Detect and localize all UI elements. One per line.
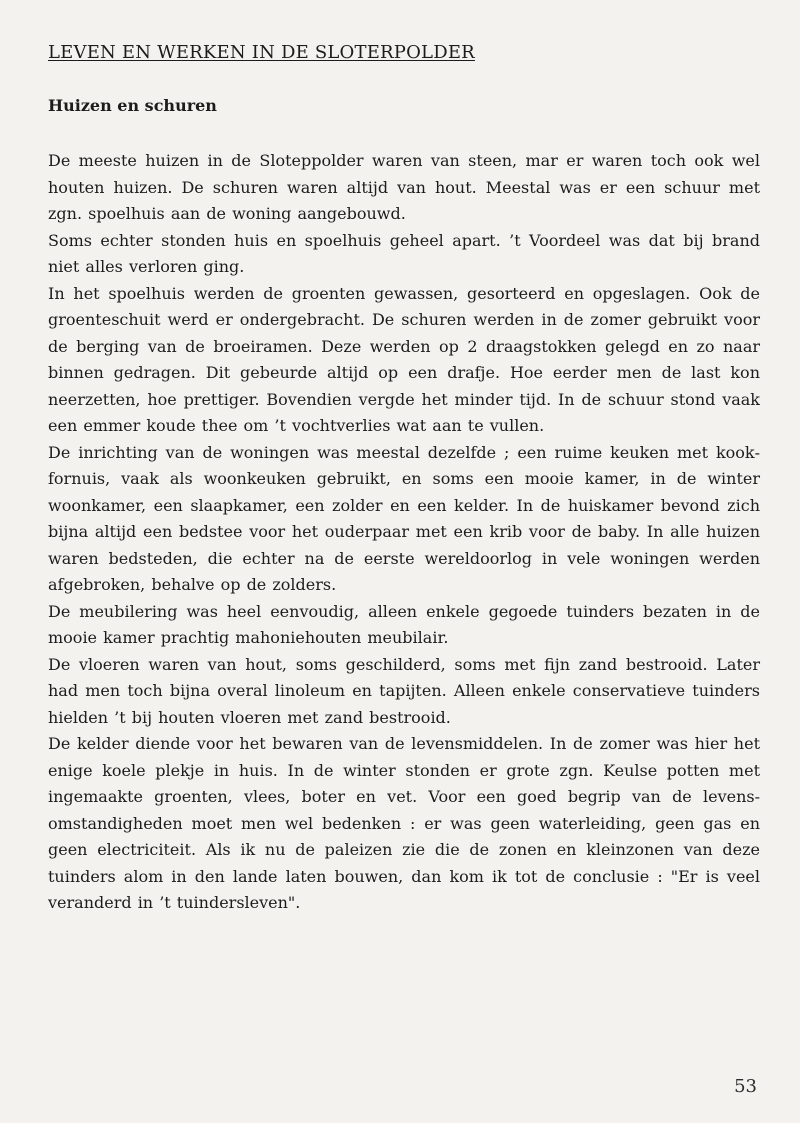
paragraph: Soms echter stonden huis en spoelhuis geheel apart. ’t Voordeel was dat bij brand niet alles verloren ging. [48, 230, 760, 276]
paragraph: De kelder diende voor het bewaren van de levensmiddelen. In de zomer was hier het enige koele plekje in huis. In de winter stonden er grote zgn. Keulse potten met ingemaakte groenten, vlees, boter en vet. Voor een goed begrip van de levensomstandigheden moet men wel bedenken : er was geen waterleiding, geen gas en geen electriciteit. Als ik nu de paleizen zie die de zonen en kleinzonen van deze tuinders alom in den lande laten bouwen, dan kom ik tot de conclusie : "Er is veel veranderd in ’t tuindersleven". [48, 734, 760, 912]
paragraph: In het spoelhuis werden de groenten gewassen, gesorteerd en opgeslagen. Ook de groenteschuit werd er ondergebracht. De schuren werden in de zomer gebruikt voor de berging van de broeiramen. Deze werden op 2 draagstokken gelegd en zo naar binnen gedragen. Dit gebeurde altijd op een drafje. Hoe eerder men de last kon neerzetten, hoe prettiger. Bovendien vergde het minder tijd. In de schuur stond vaak een emmer koude thee om ’t vochtverlies wat aan te vullen. [48, 283, 760, 435]
paragraph: De inrichting van de woningen was meestal dezelfde ; een ruime keuken met kookfornuis, vaak als woonkeuken gebruikt, en soms een mooie kamer, in de winter woonkamer, een slaapkamer, een zolder en een kelder. In de huiskamer bevond zich bijna altijd een bedstee voor het ouderpaar met een krib voor de baby. In alle huizen waren bedsteden, die echter na de eerste wereldoorlog in vele woningen werden afgebroken, behalve op de zolders. [48, 442, 760, 594]
body-text [48, 148, 760, 917]
page-number: 53 [734, 1076, 757, 1097]
paragraph: De meeste huizen in de Slotерpolder waren van steen, mar er waren toch ook wel houten huizen. De schuren waren altijd van hout. Meestal was er een schuur met zgn. spoelhuis aan de woning aangebouwd. [48, 151, 760, 223]
section-heading: Huizen en schuren [48, 96, 217, 115]
paragraph: De meubilering was heel eenvoudig, alleen enkele gegoede tuinders bezaten in de mooie kamer prachtig mahoniehouten meubilair. [48, 601, 760, 647]
paragraph: De vloeren waren van hout, soms geschilderd, soms met fijn zand bestrooid. Later had men toch bijna overal linoleum en tapijten. Alleen enkele conservatieve tuinders hielden ’t bij houten vloeren met zand bestrooid. [48, 654, 760, 727]
page-title: LEVEN EN WERKEN IN DE SLOTERPOLDER [48, 42, 475, 63]
